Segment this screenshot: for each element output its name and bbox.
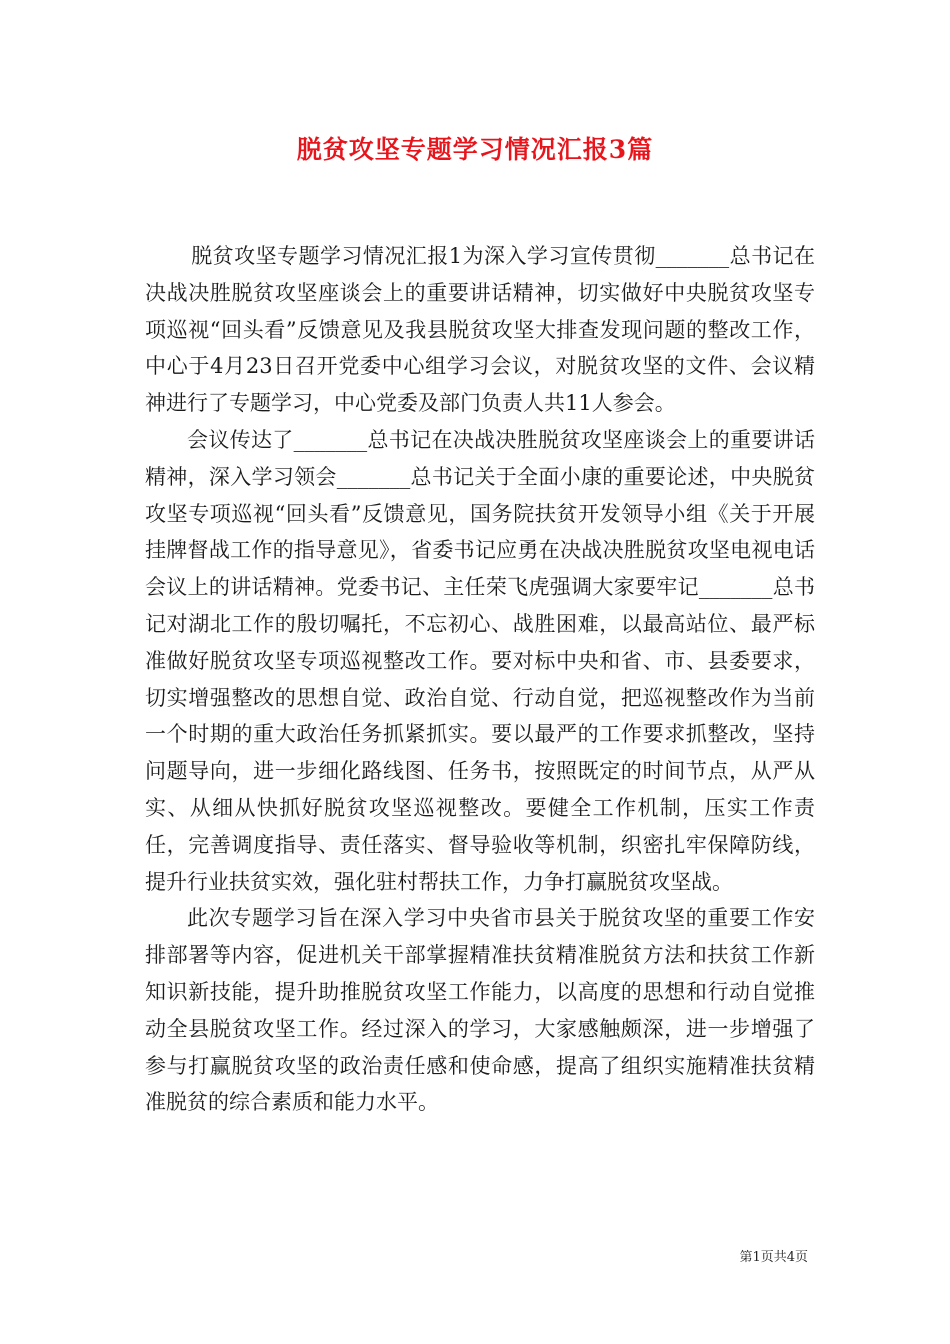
paragraph-2: 会议传达了_______总书记在决战决胜脱贫攻坚座谈会上的重要讲话精神，深入学习领会_______总书记关于全面小康的重要论述，中央脱贫攻坚专项巡视“回头看”反馈意见，国务院扶贫开发领导小组《关于开展挂牌督战工作的指导意见》，省委书记应勇在决战决胜脱贫攻坚电视电话会议上的讲话精神。党委书记、主任荣飞虎强调大家要牢记_______总书记对湖北工作的殷切嘱托，不忘初心、战胜困难，以最高站位、最严标准做好脱贫攻坚专项巡视整改工作。要对标中央和省、市、县委要求，切实增强整改的思想自觉、政治自觉、行动自觉，把巡视整改作为当前一个时期的重大政治任务抓紧抓实。要以最严的工作要求抓整改，坚持问题导向，进一步细化路线图、任务书，按照既定的时间节点，从严从实、从细从快抓好脱贫攻坚巡视整改。要健全工作机制，压实工作责任，完善调度指导、责任落实、督导验收等机制，织密扎牢保障防线，提升行业扶贫实效，强化驻村帮扶工作，力争打赢脱贫攻坚战。 [145,427,815,894]
paragraph-1: 脱贫攻坚专题学习情况汇报1为深入学习宣传贯彻_______总书记在决战决胜脱贫攻坚座谈会上的重要讲话精神，切实做好中央脱贫攻坚专项巡视“回头看”反馈意见及我县脱贫攻坚大排查发现问题的整改工作，中心于4月23日召开党委中心组学习会议，对脱贫攻坚的文件、会议精神进行了专题学习，中心党委及部门负责人共11人参会。 [145,244,815,416]
page-number-footer: 第1页共4页 [739,1250,808,1265]
document-body [145,238,815,1121]
page-title: 脱贫攻坚专题学习情况汇报3篇 [296,135,654,164]
paragraph-3: 此次专题学习旨在深入学习中央省市县关于脱贫攻坚的重要工作安排部署等内容，促进机关干部掌握精准扶贫精准脱贫方法和扶贫工作新知识新技能，提升助推脱贫攻坚工作能力，以高度的思想和行动自觉推动全县脱贫攻坚工作。经过深入的学习，大家感触颇深，进一步增强了参与打赢脱贫攻坚的政治责任感和使命感，提高了组织实施精准扶贫精准脱贫的综合素质和能力水平。 [145,906,815,1115]
